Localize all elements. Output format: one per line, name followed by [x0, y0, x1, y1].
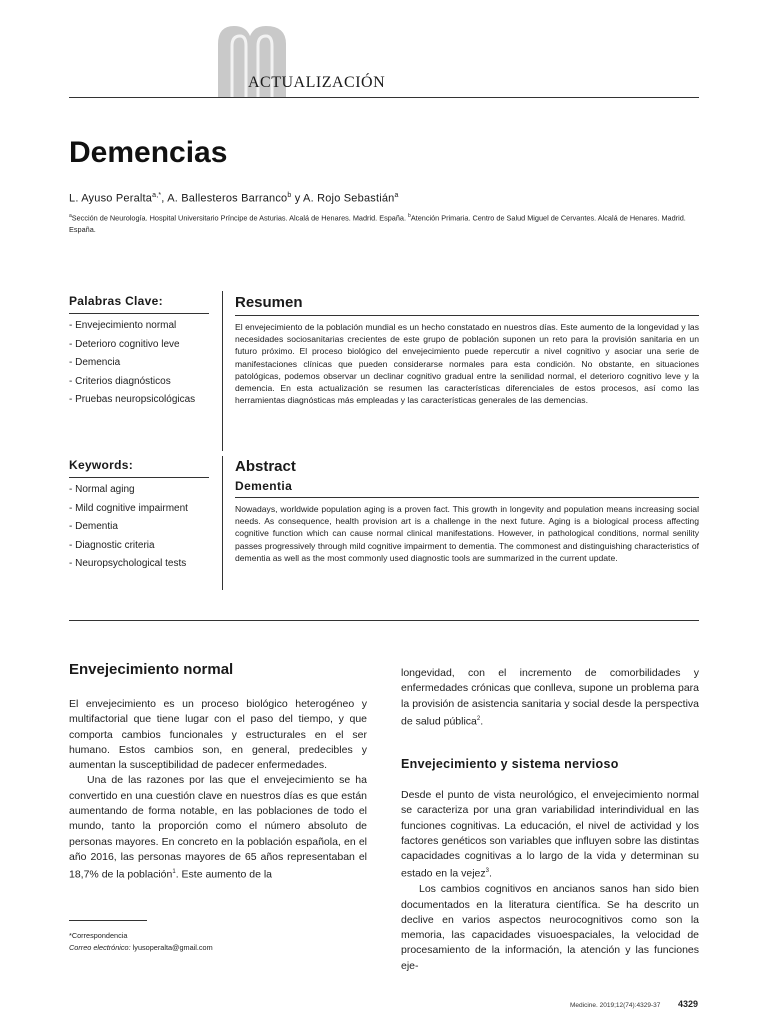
column-divider [222, 291, 223, 451]
body-column-right [401, 666, 699, 730]
email-link[interactable]: lyusoperalta@gmail.com [132, 943, 213, 952]
abstract-heading: Abstract [235, 458, 296, 475]
paragraph-text: longevidad, con el incremento de comorbilidades y enfermedades crónicas que conlleva, supone un problema para la provisión de asistencia sanitaria y social desde la perspectiva de salud pública [401, 667, 699, 728]
reference-sup: 2 [476, 715, 481, 722]
reference-sup: 3 [485, 868, 489, 875]
paragraph: Los cambios cognitivos en ancianos sanos han sido bien documentados en la literatura científica. Se ha descrito un declive en varios aspectos neurocognitivos como son la memoria, las capacidades visuoespaciales, la velocidad de procesamiento de la información, la atención y las funciones eje- [401, 883, 699, 972]
paragraph-tail: . [480, 715, 484, 728]
footnote-rule [69, 920, 147, 921]
page-number: 4329 [678, 999, 699, 1009]
body-column-left [69, 697, 367, 883]
author-sup: b [287, 192, 292, 199]
affiliation-sup: b [408, 213, 411, 219]
column-divider [222, 456, 223, 590]
paragraph [69, 773, 367, 883]
author-separator: , [161, 192, 168, 205]
abstract-text: Nowadays, worldwide population aging is a proven fact. This growth in longevity and population means increasing social needs. As consequence, health provision art is a challenge in the next future. Aging is a biological process affecting cognitive function which can cause normal clinical manifestations. However, in pathological conditions, normal senility passes progressively through mild cognitive impairment to dementia. The commonest and distinguishing characteristics of dementia as well as the most commonly used diagnostic tools are summarized in the current update. [235, 504, 699, 563]
resumen-rule [235, 315, 699, 316]
list-item: - Diagnostic criteria [69, 539, 155, 551]
correspondence-label: *Correspondencia [69, 931, 128, 940]
author-sup: a,* [152, 192, 162, 199]
keywords-rule [69, 477, 209, 478]
list-item: - Neuropsychological tests [69, 558, 187, 569]
paragraph [401, 788, 699, 882]
section-heading: Envejecimiento normal [69, 661, 234, 678]
palabras-clave-heading: Palabras Clave: [69, 294, 163, 308]
list-item: - Pruebas neuropsicológicas [69, 394, 196, 405]
footnote [69, 930, 213, 954]
palabras-clave-rule [69, 313, 209, 314]
affiliations [69, 210, 701, 236]
author-separator: y [291, 192, 304, 205]
list-item: - Mild cognitive impairment [69, 502, 188, 514]
list-item: - Envejecimiento normal [69, 320, 177, 331]
author-list [69, 192, 399, 205]
list-item: - Dementia [69, 521, 118, 532]
list-item: - Demencia [69, 357, 121, 368]
palabras-clave-list [69, 317, 195, 410]
author-name: L. Ayuso Peralta [69, 192, 153, 205]
affiliation-a: Sección de Neurología. Hospital Universitario Príncipe de Asturias. Alcalá de Henares. Madrid. España. [71, 213, 409, 223]
author-name: A. Rojo Sebastián [303, 192, 395, 205]
abstract-bottom-rule [69, 620, 699, 621]
journal-citation: Medicine. 2019;12(74):4329-37 [570, 1002, 661, 1009]
email-label: Correo electrónico: [69, 943, 131, 952]
subsection-heading: Envejecimiento y sistema nervioso [401, 757, 619, 771]
resumen-text: El envejecimiento de la población mundial es un hecho constatado en nuestros días. Este aumento de la longevidad y las necesidades sociosanitarias crecientes de este grupo de población suponen un reto para la provisión sanitaria en un futuro próximo. El proceso biológico del envejecimiento puede repercutir a nivel cognitivo y asociar una serie de manifestaciones clínicas que pueden considerarse normales para esta condición. No obstante, en situaciones patológicas, podemos observar un declinar cognitivo gradual entre la senilidad normal, el deterioro cognitivo leve y la demencia. En esta actualización se resumen las características diferenciales de estos procesos, así como las herramientas diagnósticas más empleadas y las características generales de las demencias. [235, 322, 699, 406]
list-item: - Normal aging [69, 484, 135, 495]
author-sup: a [394, 192, 399, 199]
abstract-rule [235, 497, 699, 498]
article-title: Demencias [69, 136, 228, 169]
keywords-heading: Keywords: [69, 458, 134, 472]
email-line [69, 942, 213, 954]
affiliation-b: Atención Primaria. Centro de Salud Miguel de Cervantes. Alcalá de Henares. Madrid. España. [69, 213, 686, 235]
section-label: ACTUALIZACIÓN [248, 74, 386, 91]
header-rule [69, 97, 699, 98]
keywords-list [69, 481, 188, 574]
reference-sup: 1 [172, 869, 176, 876]
affiliation-sup: a [69, 213, 72, 219]
paragraph [401, 666, 699, 730]
author-name: A. Ballesteros Barranco [167, 192, 288, 205]
list-item: - Criterios diagnósticos [69, 375, 171, 387]
paragraph-tail: . [489, 867, 492, 880]
paragraph-tail: . Este aumento de la [175, 868, 272, 881]
list-item: - Deterioro cognitivo leve [69, 338, 180, 350]
paragraph-text: Una de las razones por las que el envejecimiento se ha convertido en una cuestión clave en nuestros días es que están aumentando de forma notable, en las poblaciones de todo el mundo, tanto la proporción como el número absoluto de personas mayores. En concreto en la población española, en el año 2016, las personas mayores de 65 años representaban el 18,7% de la población [69, 774, 367, 881]
paragraph-text: Desde el punto de vista neurológico, el envejecimiento normal se caracteriza por una gran variabilidad interindividual en las funciones cognitivas. La educación, el nivel de actividad y los factores genéticos son variables que influyen sobre las distintas capacidades cognitivas a lo largo de la vida y determinan su estado en la vejez [401, 789, 699, 880]
resumen-heading: Resumen [235, 294, 303, 311]
abstract-subheading: Dementia [235, 479, 293, 493]
body-column-right-2 [401, 788, 699, 974]
paragraph: El envejecimiento es un proceso biológico heterogéneo y multifactorial que tiene lugar con el paso del tiempo, y que comporta cambios funcionales y estructurales en el ser humano. Estos cambios son, en general, predecibles y aumentan la susceptibilidad de padecer enfermedades. [69, 698, 367, 772]
